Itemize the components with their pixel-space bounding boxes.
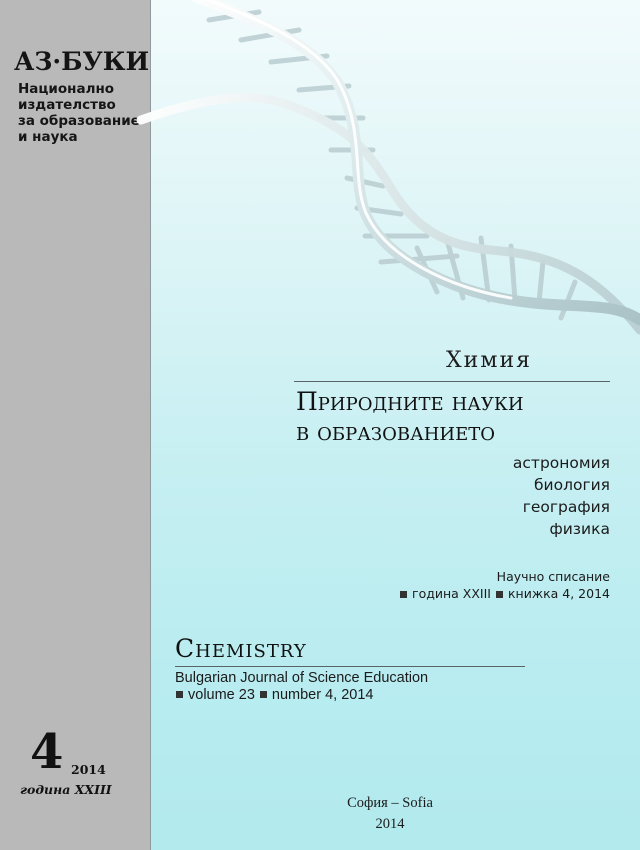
issue-volume: година XXIII	[20, 782, 112, 797]
dna-rungs	[209, 12, 575, 318]
imprint	[290, 793, 490, 835]
publisher-line: за образование	[18, 113, 140, 129]
en-title-rule	[175, 666, 525, 667]
journal-title-chemistry-bg: Химия	[446, 348, 532, 373]
title-rule	[294, 381, 610, 382]
issue-label: книжка 4, 2014	[507, 586, 610, 601]
imprint-city: София – Sofia	[347, 795, 433, 811]
issue-number: 4	[30, 724, 64, 780]
svg-text:АЗ·БУКИ: АЗ·БУКИ	[14, 47, 150, 76]
journal-type: Научно списание	[496, 569, 610, 584]
imprint-year: 2014	[375, 816, 405, 832]
publisher-line: и наука	[18, 129, 78, 145]
issue-year: 2014	[71, 762, 106, 777]
square-bullet-icon	[260, 691, 267, 698]
square-bullet-icon	[176, 691, 183, 698]
publisher-line: издателство	[18, 97, 116, 113]
square-bullet-icon	[400, 591, 407, 598]
journal-volume-en	[171, 687, 373, 704]
journal-title-line: в образованието	[296, 417, 496, 446]
subject-list	[513, 452, 610, 540]
square-bullet-icon	[496, 591, 503, 598]
journal-title-line: Природните науки	[296, 387, 524, 416]
subject-item: физика	[549, 520, 610, 538]
left-sidebar	[0, 0, 151, 850]
subject-item: география	[522, 498, 610, 516]
publisher-name	[18, 81, 144, 145]
journal-issue-line	[395, 585, 610, 602]
volume-label: volume 23	[188, 687, 255, 703]
year-label: година XXIII	[412, 586, 491, 601]
number-label: number 4, 2014	[271, 687, 374, 703]
journal-title-main	[296, 387, 524, 447]
journal-info-bg	[395, 568, 610, 602]
subject-item: астрономия	[512, 454, 610, 472]
journal-title-en: Chemistry	[175, 634, 307, 663]
publisher-line: Национално	[18, 81, 115, 97]
azbuki-logo	[14, 44, 150, 78]
dna-helix-icon	[151, 0, 640, 360]
subject-item: биология	[533, 476, 610, 494]
journal-subtitle-en: Bulgarian Journal of Science Education	[175, 670, 429, 686]
